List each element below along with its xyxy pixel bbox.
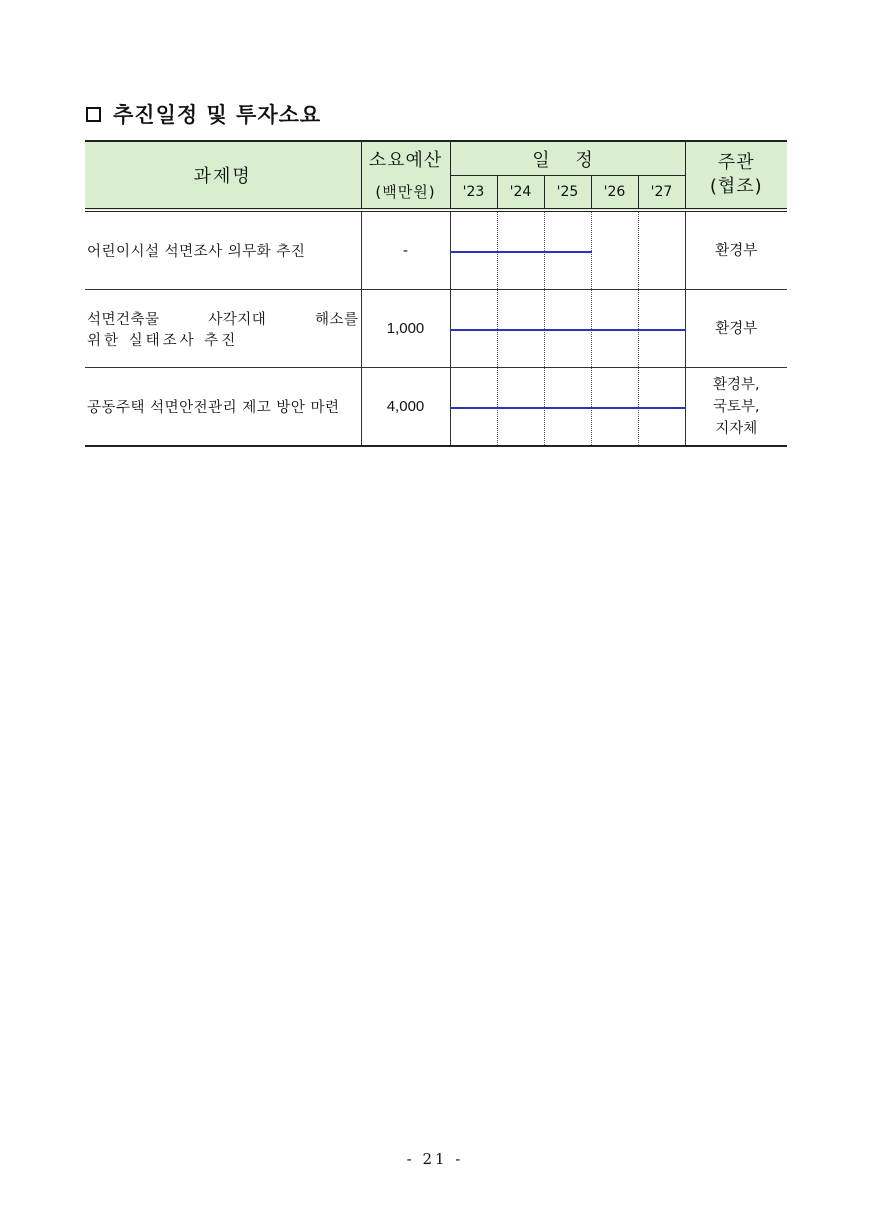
header-budget-unit: (백만원): [361, 176, 450, 211]
header-schedule: 일 정: [450, 141, 685, 176]
task-cell: [85, 368, 361, 447]
schedule-bar: [544, 407, 592, 409]
table-row: [85, 290, 787, 368]
header-owner-main: 주관: [717, 152, 755, 173]
schedule-cell: [497, 368, 544, 447]
section-heading: [86, 99, 321, 129]
owner-name: 환경부: [715, 242, 758, 259]
task-cell: [85, 290, 361, 368]
schedule-cell: [591, 290, 638, 368]
header-year: '26: [591, 176, 638, 211]
schedule-cell: [591, 368, 638, 447]
schedule-cell: [450, 368, 497, 447]
task-name: 어린이시설 석면조사 의무화 추진: [87, 244, 306, 260]
schedule-bar: [497, 329, 545, 331]
header-owner-sub: (협조): [709, 176, 763, 197]
schedule-bar: [638, 329, 686, 331]
schedule-bar: [544, 329, 592, 331]
schedule-bar: [450, 329, 498, 331]
schedule-bar: [450, 251, 498, 253]
budget-cell: 4,000: [361, 368, 450, 447]
task-cell: [85, 210, 361, 290]
schedule-bar: [591, 407, 639, 409]
schedule-cell: [544, 368, 591, 447]
schedule-cell: [450, 290, 497, 368]
owner-cell: [685, 368, 787, 447]
owner-name: 지자체: [715, 420, 758, 437]
schedule-cell: [497, 210, 544, 290]
task-name-line1: 석면건축물 사각지대 해소를: [87, 311, 359, 328]
square-bullet-icon: [86, 107, 101, 122]
budget-cell: 1,000: [361, 290, 450, 368]
schedule-cell: [544, 290, 591, 368]
owner-name: 환경부: [715, 320, 758, 337]
schedule-cell: [450, 210, 497, 290]
header-budget: 소요예산: [361, 141, 450, 176]
task-name-line2: 위한 실태조사 추진: [87, 332, 239, 349]
schedule-bar: [497, 251, 545, 253]
table-row: [85, 210, 787, 290]
schedule-bar: [544, 251, 592, 253]
schedule-cell: [638, 368, 685, 447]
schedule-cell: [591, 210, 638, 290]
owner-cell: [685, 290, 787, 368]
schedule-bar: [638, 407, 686, 409]
header-year: '24: [497, 176, 544, 211]
header-year: '25: [544, 176, 591, 211]
page-number: - 21 -: [406, 1150, 464, 1168]
budget-cell: -: [361, 210, 450, 290]
schedule-bar: [497, 407, 545, 409]
header-year: '27: [638, 176, 685, 211]
schedule-table: [85, 140, 787, 447]
section-heading-text: 추진일정 및 투자소요: [113, 103, 322, 127]
schedule-cell: [638, 290, 685, 368]
schedule-bar: [591, 329, 639, 331]
owner-name: 국토부,: [712, 398, 760, 415]
owner-cell: [685, 210, 787, 290]
header-owner: [685, 141, 787, 210]
owner-name: 환경부,: [712, 376, 760, 393]
schedule-cell: [638, 210, 685, 290]
table-row: [85, 368, 787, 447]
schedule-cell: [544, 210, 591, 290]
header-task: 과제명: [85, 141, 361, 210]
header-year: '23: [450, 176, 497, 211]
task-name: 공동주택 석면안전관리 제고 방안 마련: [87, 400, 340, 416]
schedule-cell: [497, 290, 544, 368]
schedule-bar: [450, 407, 498, 409]
